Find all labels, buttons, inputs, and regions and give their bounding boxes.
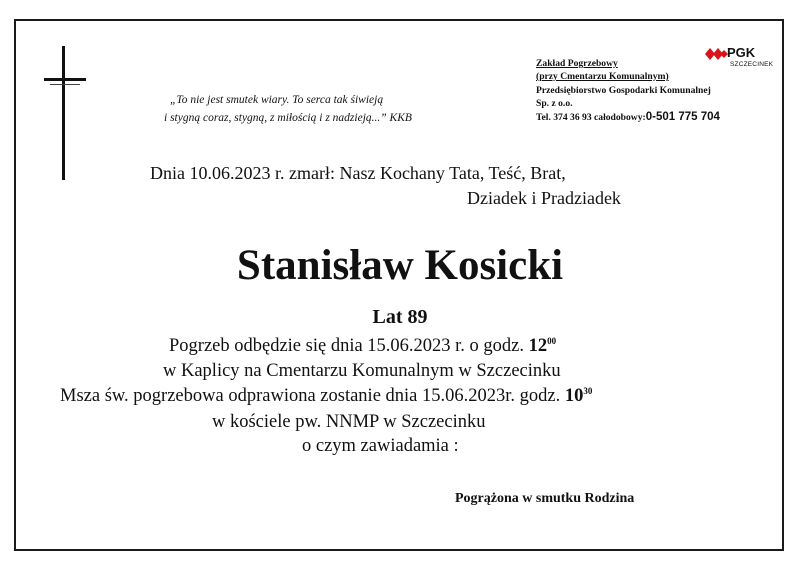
quote-line-1: „To nie jest smutek wiary. To serca tak śiwieją <box>170 94 384 106</box>
company-name: Zakład Pogrzebowy <box>536 58 618 69</box>
pgk-logo <box>705 45 774 71</box>
mass-hour: 10 <box>564 386 584 406</box>
closing-text: o czym zawiadamia : <box>302 436 459 456</box>
company-phone-label: Tel. 374 36 93 całodobowy: <box>536 112 646 123</box>
mass-line <box>60 386 592 407</box>
announcement-line-2: Dziadek i Pradziadek <box>467 188 621 208</box>
announcement-line-1: Dnia 10.06.2023 r. zmarł: Nasz Kochany Tata, Teść, Brat, <box>150 163 566 183</box>
logo-city: SZCZECINEK <box>730 61 774 68</box>
mass-text: Msza św. pogrzebowa odprawiona zostanie dnia 15.06.2023r. godz. <box>60 386 561 406</box>
mass-place: w kościele pw. NNMP w Szczecinku <box>212 412 486 432</box>
signature: Pogrążona w smutku Rodzina <box>455 491 635 506</box>
funeral-place: w Kaplicy na Cmentarzu Komunalnym w Szczecinku <box>163 361 561 381</box>
company-owner: Przedsiębiorstwo Gospodarki Komunalnej <box>536 85 711 96</box>
quote-line-2: i stygną coraz, stygną, z miłością i z nadzieją...” KKB <box>164 112 412 124</box>
company-phone-row <box>536 111 720 125</box>
funeral-hour: 12 <box>528 336 548 356</box>
logo-diamond-icon <box>705 47 729 61</box>
funeral-text: Pogrzeb odbędzie się dnia 15.06.2023 r. o godz. <box>169 336 525 356</box>
deceased-name: Stanisław Kosicki <box>236 242 564 289</box>
funeral-line <box>169 336 556 357</box>
company-location: (przy Cmentarzu Komunalnym) <box>536 71 669 82</box>
funeral-minutes: 00 <box>547 336 557 346</box>
company-phone-24h: 0-501 775 704 <box>645 111 720 123</box>
deceased-age: Lat 89 <box>372 306 428 328</box>
logo-text: PGK <box>727 45 756 60</box>
mass-minutes: 30 <box>583 386 593 396</box>
company-legal: Sp. z o.o. <box>536 98 573 109</box>
